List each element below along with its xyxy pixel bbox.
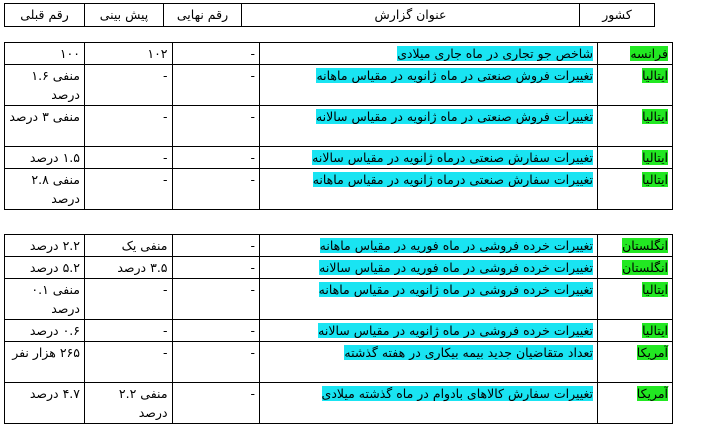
country-cell [598, 106, 673, 147]
previous-value: ۲.۲ درصد [5, 235, 85, 257]
country-cell [598, 147, 673, 169]
country-name: ایتالیا [642, 282, 669, 297]
header-final: رقم نهایی [164, 4, 242, 27]
report-title: تعداد متقاضیان جدید بیمه بیکاری در هفته گذشته [344, 345, 594, 360]
previous-value: ۴.۷ درصد [5, 383, 85, 424]
report-title: تغییرات خرده فروشی در ماه ژانویه در مقیاس سالانه [318, 323, 594, 338]
country-name: ایتالیا [642, 172, 669, 187]
table-row [5, 169, 673, 210]
table-row [5, 320, 673, 342]
report-title: تغییرات خرده فروشی در ماه ژانویه در مقیاس ماهانه [318, 282, 594, 297]
forecast-value: - [85, 279, 173, 320]
header-country: کشور [580, 4, 655, 27]
final-value: - [172, 43, 260, 65]
country-cell [598, 279, 673, 320]
table-row [5, 279, 673, 320]
table-row [5, 147, 673, 169]
final-value: - [172, 106, 260, 147]
final-value: - [172, 169, 260, 210]
header-table [4, 3, 655, 27]
header-previous: رقم قبلی [5, 4, 85, 27]
title-cell [260, 383, 598, 424]
final-value: - [172, 65, 260, 106]
header-title: عنوان گزارش [242, 4, 580, 27]
title-cell [260, 257, 598, 279]
country-cell [598, 383, 673, 424]
table-row [5, 65, 673, 106]
title-cell [260, 279, 598, 320]
header-row [5, 4, 655, 27]
country-name: آمریکا [636, 386, 669, 401]
country-cell [598, 169, 673, 210]
title-cell [260, 169, 598, 210]
table-row [5, 43, 673, 65]
forecast-value: منفی ۲.۲ درصد [85, 383, 173, 424]
final-value: - [172, 320, 260, 342]
final-value: - [172, 257, 260, 279]
final-value: - [172, 342, 260, 383]
forecast-value: - [85, 342, 173, 383]
country-name: آمریکا [636, 345, 669, 360]
title-cell [260, 43, 598, 65]
report-title: تغییرات خرده فروشی در ماه فوریه در مقیاس ماهانه [319, 238, 594, 253]
report-title: تغییرات سفارش صنعتی درماه ژانویه در مقیاس ماهانه [312, 172, 594, 187]
previous-value: منفی ۲.۸ درصد [5, 169, 85, 210]
country-cell [598, 257, 673, 279]
report-title: تغییرات سفارش صنعتی درماه ژانویه در مقیاس سالانه [312, 150, 594, 165]
country-name: ایتالیا [642, 109, 669, 124]
forecast-value: - [85, 169, 173, 210]
previous-value: ۵.۲ درصد [5, 257, 85, 279]
country-cell [598, 342, 673, 383]
table-row [5, 383, 673, 424]
title-cell [260, 235, 598, 257]
previous-value: ۲۶۵ هزار نفر [5, 342, 85, 383]
final-value: - [172, 279, 260, 320]
title-cell [260, 320, 598, 342]
forecast-value: ۱۰۲ [85, 43, 173, 65]
report-title: شاخص جو تجاری در ماه جاری میلادی [397, 46, 594, 61]
report-title: تغییرات فروش صنعتی در ماه ژانویه در مقیاس سالانه [315, 109, 594, 124]
country-name: انگلستان [622, 260, 669, 275]
previous-value: ۰.۶ درصد [5, 320, 85, 342]
previous-value: منفی ۰.۱ درصد [5, 279, 85, 320]
forecast-value: ۳.۵ درصد [85, 257, 173, 279]
forecast-value: - [85, 106, 173, 147]
previous-value: ۱۰۰ [5, 43, 85, 65]
title-cell [260, 147, 598, 169]
report-title: تغییرات فروش صنعتی در ماه ژانویه در مقیاس ماهانه [316, 68, 594, 83]
report-table-2 [4, 234, 673, 424]
final-value: - [172, 383, 260, 424]
report-table-1 [4, 42, 673, 210]
title-cell [260, 65, 598, 106]
previous-value: منفی ۱.۶ درصد [5, 65, 85, 106]
country-name: فرانسه [630, 46, 669, 61]
header-forecast: پیش بینی [85, 4, 164, 27]
previous-value: ۱.۵ درصد [5, 147, 85, 169]
forecast-value: - [85, 65, 173, 106]
table-row [5, 257, 673, 279]
table-row [5, 342, 673, 383]
forecast-value: - [85, 320, 173, 342]
title-cell [260, 106, 598, 147]
country-cell [598, 65, 673, 106]
country-name: انگلستان [622, 238, 669, 253]
country-cell [598, 320, 673, 342]
forecast-value: منفی یک [85, 235, 173, 257]
title-cell [260, 342, 598, 383]
previous-value: منفی ۳ درصد [5, 106, 85, 147]
report-title: تغییرات خرده فروشی در ماه فوریه در مقیاس سالانه [319, 260, 594, 275]
country-name: ایتالیا [642, 150, 669, 165]
final-value: - [172, 147, 260, 169]
table-row [5, 106, 673, 147]
forecast-value: - [85, 147, 173, 169]
table-row [5, 235, 673, 257]
report-title: تغییرات سفارش کالاهای بادوام در ماه گذشته میلادی [321, 386, 594, 401]
country-name: ایتالیا [642, 68, 669, 83]
country-cell [598, 235, 673, 257]
country-cell [598, 43, 673, 65]
final-value: - [172, 235, 260, 257]
country-name: ایتالیا [642, 323, 669, 338]
